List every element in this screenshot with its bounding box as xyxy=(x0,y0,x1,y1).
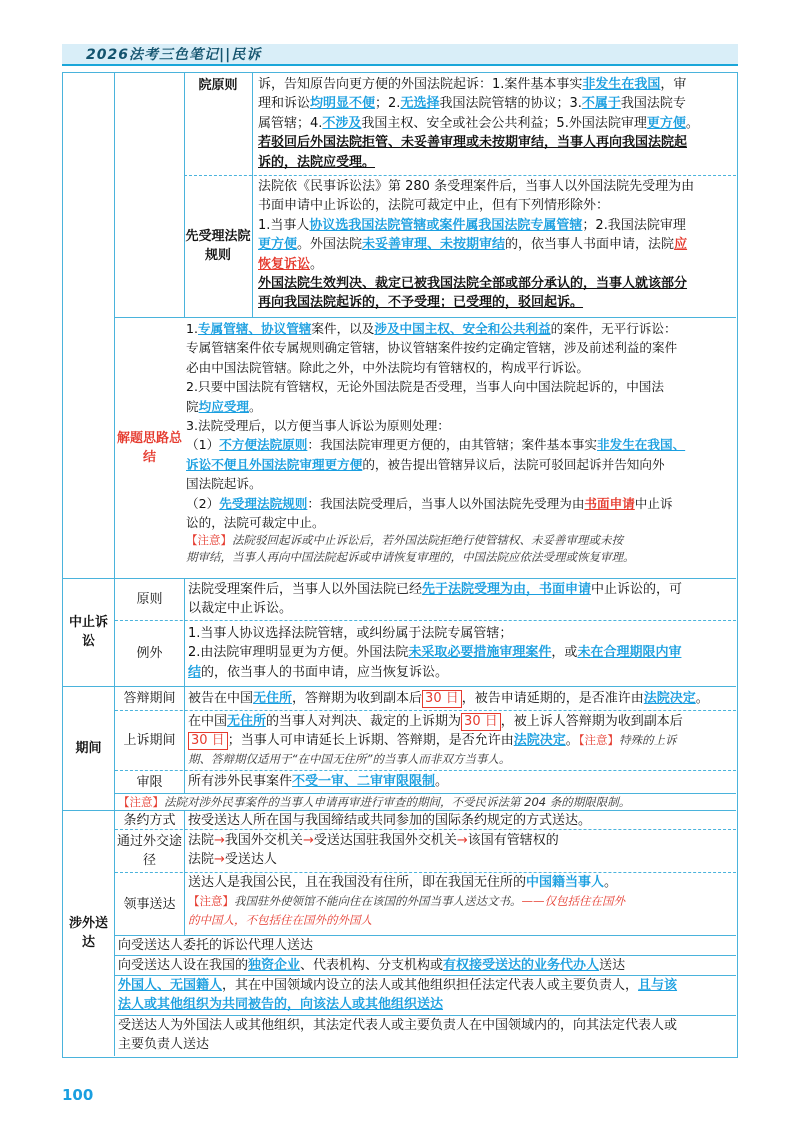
label-trial-limit: 审限 xyxy=(136,774,163,790)
period-note: 【注意】法院对涉外民事案件的当事人申请再审进行审查的期间，不受民诉法第 204 条的期限限制。 xyxy=(118,795,631,809)
label-treaty-method: 条约方式 xyxy=(123,812,176,828)
diplomatic-channel-text: 法院→我国外交机关→受送达国驻我国外交机关→该国有管辖权的 法院→受送达人 xyxy=(188,833,559,868)
label-first-accepted-rule: 先受理法院规则 xyxy=(185,229,251,263)
label-foreign-service: 涉外送达 xyxy=(68,916,108,950)
service-to-foreign-entity-rep: 受送达人为外国法人或其他组织，其法定代表人或主要负责人在中国领域内的，向其法定代表人或 主要负责人送达 xyxy=(118,1018,678,1053)
suspension-principle-text: 法院受理案件后，当事人以外国法院已经先于法院受理为由，书面申请中止诉讼的，可 以裁定中止诉讼。 xyxy=(188,582,683,617)
row-divider xyxy=(115,317,736,318)
appeal-period-text: 在中国无住所的当事人对判决、裁定的上诉期为 30 日 ，被上诉人答辩期为收到副本后 30 日 ；当事人可申请延长上诉期、答辩期，是否允许由法院决定。【注意】特殊的上诉 期、答辩期仅适用于“在中国无住所”的当事人而非双方当事人。 xyxy=(188,714,683,766)
page-number: 100 xyxy=(62,1086,94,1104)
label-forum-principle: 院原则 xyxy=(198,77,238,93)
label-defense-period: 答辩期间 xyxy=(123,691,176,706)
row-divider xyxy=(115,620,736,621)
consular-service-text: 送达人是我国公民，且在我国没有住所，即在我国无住所的中国籍当事人。 【注意】我国驻外使领馆不能向住在该国的外国当事人送达文书。——仅包括住在国外 的中国人，不包括住在国外的外国人 xyxy=(188,875,625,927)
service-to-branch: 向受送达人设在我国的独资企业、代表机构、分支机构或有权接受送达的业务代办人送达 xyxy=(118,958,626,973)
row-divider xyxy=(115,710,736,711)
label-exception: 例外 xyxy=(136,645,163,661)
page-header xyxy=(62,44,738,66)
treaty-method-text: 按受送达人所在国与我国缔结或共同参加的国际条约规定的方式送达。 xyxy=(188,813,592,828)
header-title: 2026法考三色笔记||民诉 xyxy=(86,47,262,63)
trial-limit-text: 所有涉外民事案件不受一审、二审审限限制。 xyxy=(188,774,449,789)
solution-summary-text: 1.专属管辖、协议管辖案件，以及涉及中国主权、安全和公共利益的案件，无平行诉讼： 专属管辖案件依专属规则确定管辖，协议管辖案件按约定确定管辖，涉及前述利益的案件 必由中国法院管辖。除此之外，中外法院均有管辖权的，构成平行诉讼。 2.只要中国法院有管辖权，无论外国法院是否受理，当事人向中国法院起诉的，中国法 院均应受理。 3.法院受理后，以方便当事人诉讼为原则处理： （1）不方便法院原则：我国法院审理更方便的，由其管辖；案件基本事实非发生在我国、 诉讼不便且外国法院审理更方便的，被告提出管辖异议后，法院可驳回起诉并告知向外 国法院起诉。 （2）先受理法院规则：我国法院受理后，当事人以外国法院先受理为由书面申请中止诉 讼的，法院可裁定中止。 【注意】法院驳回起诉或中止诉讼后，若外国法院拒绝行使管辖权、未妥善审理或未按 期审结，当事人再向中国法院起诉或申请恢复审理的，中国法院应依法受理或恢复审理。 xyxy=(186,321,686,565)
row-divider xyxy=(184,175,736,176)
row-divider xyxy=(115,770,736,771)
label-solution-summary: 解题思路总结 xyxy=(116,430,182,465)
label-appeal-period: 上诉期间 xyxy=(123,733,176,748)
label-period: 期间 xyxy=(75,740,102,756)
service-to-legal-rep: 外国人、无国籍人，其在中国领域内设立的法人或其他组织担任法定代表人或主要负责人，且与该 法人或其他组织为共同被告的，向该法人或其他组织送达 xyxy=(118,978,678,1013)
label-consular-service: 领事送达 xyxy=(123,896,176,912)
label-diplomatic-channel: 通过外交途径 xyxy=(116,834,182,868)
defense-period-text: 被告在中国无住所，答辩期为收到副本后 30 日 ，被告申请延期的，是否准许由法院决定。 xyxy=(188,691,709,706)
suspension-exception-text: 1.当事人协议选择法院管辖，或纠纷属于法院专属管辖； 2.由法院审理明显更为方便。外国法院未采取必要措施审理案件，或未在合理期限内审 结的，依当事人的书面申请，应当恢复诉讼。 xyxy=(188,626,682,680)
label-principle: 原则 xyxy=(136,592,163,607)
first-accepted-rule-text: 法院依《民事诉讼法》第 280 条受理案件后，当事人以外国法院先受理为由 书面申请中止诉讼的，法院可裁定中止，但有下列情形除外： 1.当事人协议选我国法院管辖或案件属我国法院专属管辖；2.我国法院审理 更方便。外国法院未妥善审理、未按期审结的，依当事人书面申请，法院应 恢复诉讼。 外国法院生效判决、裁定已被我国法院全部或部分承认的，当事人就该部分 再向我国法院起诉的，不予受理；已受理的，驳回起诉。 xyxy=(258,179,695,311)
forum-principle-text: 诉，告知原告向更方便的外国法院起诉：1.案件基本事实非发生在我国，审 理和诉讼均明显不便；2.无选择我国法院管辖的协议；3.不属于我国法院专 属管辖；4.不涉及我国主权、安全或社会公共利益；5.外国法院审理更方便。 若驳回后外国法院拒管、未妥善审理或未按期审结，当事人再向我国法院起 诉的，法院应受理。 xyxy=(258,77,699,170)
service-to-agent: 向受送达人委托的诉讼代理人送达 xyxy=(118,938,314,953)
label-suspension: 中止诉讼 xyxy=(68,615,108,649)
col-divider-3 xyxy=(252,72,253,317)
